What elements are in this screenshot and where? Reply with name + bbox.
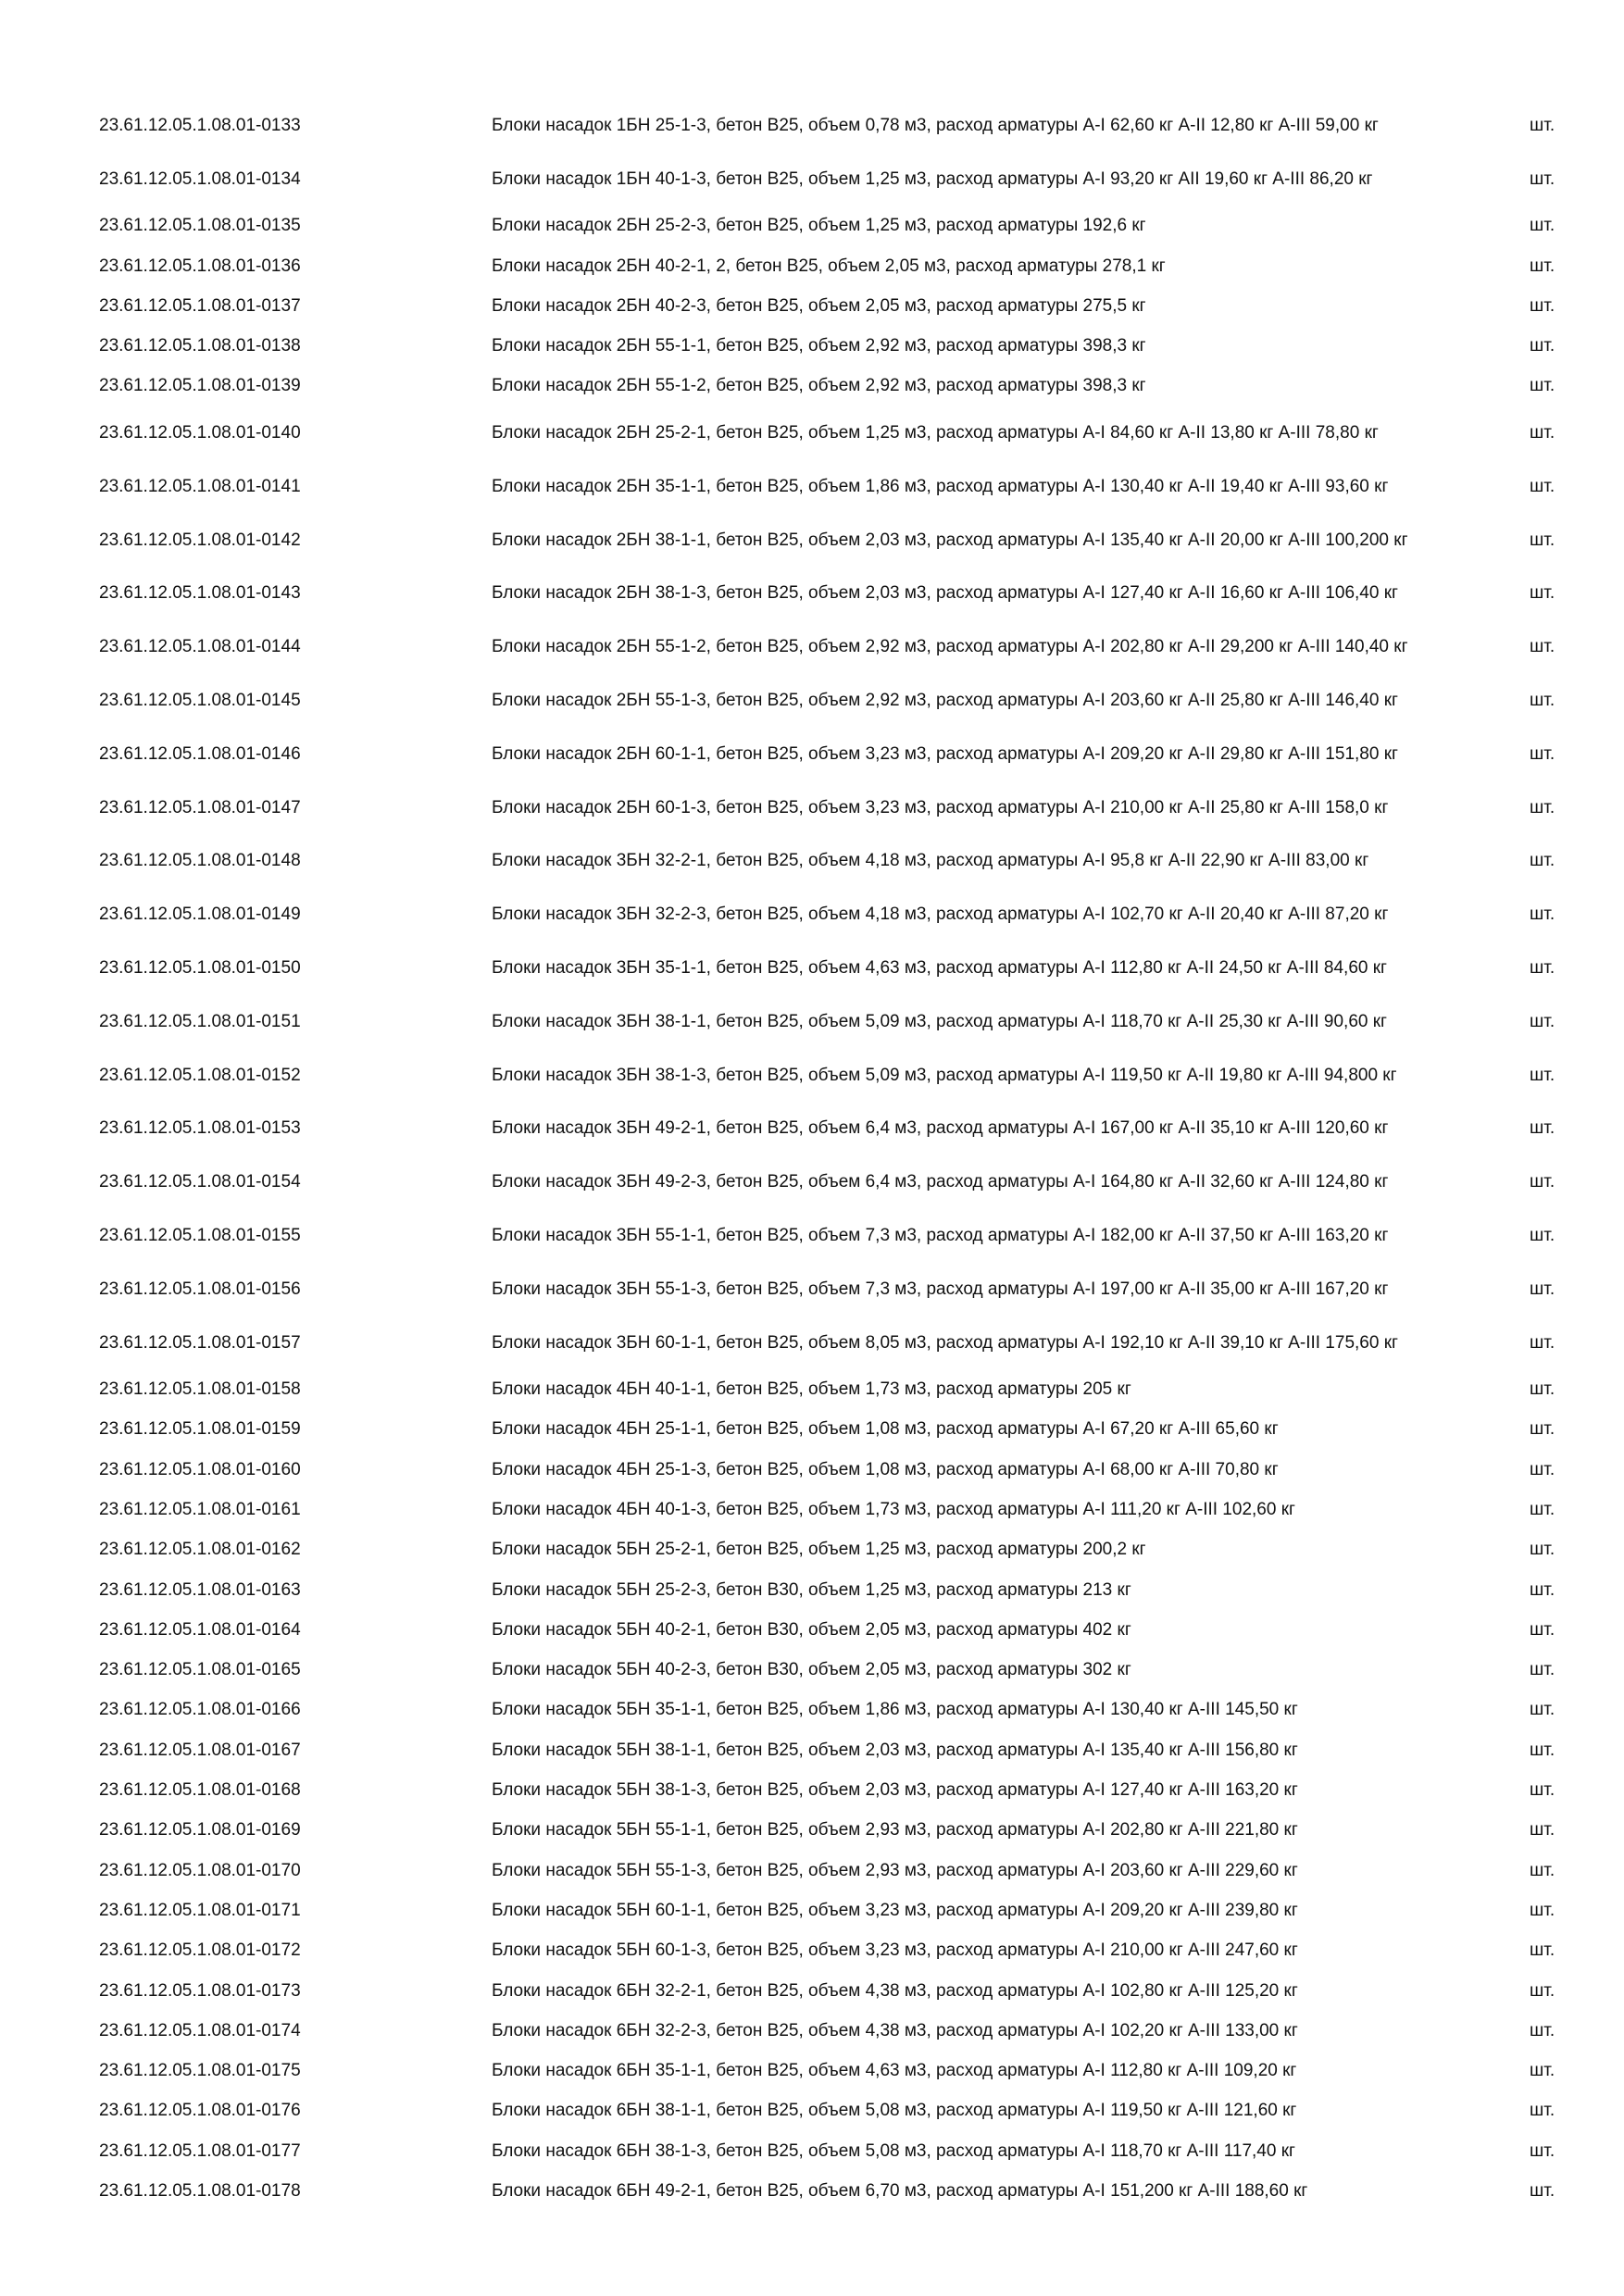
resource-code: 23.61.12.05.1.08.01-0159 <box>99 1419 301 1440</box>
table-row <box>0 1691 1624 1730</box>
resource-description: Блоки насадок 3БН 35-1-1, бетон В25, объем 4,63 м3, расход арматуры А-I 112,80 кг А-II 24,50 кг А-III 84,60 кг <box>492 957 1387 978</box>
unit-of-measure: шт. <box>1530 1940 1555 1961</box>
resource-code: 23.61.12.05.1.08.01-0146 <box>99 743 301 764</box>
table-row <box>0 2171 1624 2211</box>
resource-code: 23.61.12.05.1.08.01-0164 <box>99 1619 301 1640</box>
table-row <box>0 1610 1624 1650</box>
resource-code: 23.61.12.05.1.08.01-0172 <box>99 1940 301 1961</box>
unit-of-measure: шт. <box>1530 2061 1555 2081</box>
resource-code: 23.61.12.05.1.08.01-0158 <box>99 1379 301 1400</box>
unit-of-measure: шт. <box>1530 168 1555 189</box>
unit-of-measure: шт. <box>1530 376 1555 396</box>
resource-description: Блоки насадок 5БН 60-1-3, бетон В25, объем 3,23 м3, расход арматуры А-I 210,00 кг А-III 247,60 кг <box>492 1940 1298 1961</box>
resource-description: Блоки насадок 5БН 60-1-1, бетон В25, объем 3,23 м3, расход арматуры А-I 209,20 кг А-III 239,80 кг <box>492 1900 1298 1920</box>
unit-of-measure: шт. <box>1530 957 1555 978</box>
table-row <box>0 1770 1624 1810</box>
unit-of-measure: шт. <box>1530 2101 1555 2121</box>
unit-of-measure: шт. <box>1530 1011 1555 1031</box>
table-row <box>0 1730 1624 1770</box>
table-row <box>0 1971 1624 2011</box>
table-row <box>0 1410 1624 1450</box>
table-row <box>0 942 1624 995</box>
table-row <box>0 995 1624 1049</box>
table-row <box>0 367 1624 406</box>
unit-of-measure: шт. <box>1530 851 1555 871</box>
unit-of-measure: шт. <box>1530 797 1555 817</box>
resource-description: Блоки насадок 5БН 40-2-3, бетон В30, объем 2,05 м3, расход арматуры 302 кг <box>492 1660 1131 1680</box>
resource-description: Блоки насадок 4БН 40-1-1, бетон В25, объем 1,73 м3, расход арматуры 205 кг <box>492 1379 1131 1400</box>
resource-description: Блоки насадок 2БН 25-2-3, бетон В25, объем 1,25 м3, расход арматуры 192,6 кг <box>492 216 1146 236</box>
table-row <box>0 1263 1624 1316</box>
resource-code: 23.61.12.05.1.08.01-0151 <box>99 1011 301 1031</box>
resource-code: 23.61.12.05.1.08.01-0157 <box>99 1332 301 1353</box>
resource-code: 23.61.12.05.1.08.01-0145 <box>99 690 301 710</box>
unit-of-measure: шт. <box>1530 1459 1555 1479</box>
table-row <box>0 2091 1624 2131</box>
resource-code: 23.61.12.05.1.08.01-0178 <box>99 2181 301 2201</box>
unit-of-measure: шт. <box>1530 1740 1555 1760</box>
resource-description: Блоки насадок 5БН 35-1-1, бетон В25, объем 1,86 м3, расход арматуры А-I 130,40 кг А-III 145,50 кг <box>492 1700 1298 1720</box>
resource-code: 23.61.12.05.1.08.01-0147 <box>99 797 301 817</box>
unit-of-measure: шт. <box>1530 690 1555 710</box>
resource-description: Блоки насадок 3БН 55-1-1, бетон В25, объем 7,3 м3, расход арматуры А-I 182,00 кг А-II 37,50 кг А-III 163,20 кг <box>492 1225 1389 1245</box>
unit-of-measure: шт. <box>1530 2181 1555 2201</box>
unit-of-measure: шт. <box>1530 295 1555 316</box>
resource-description: Блоки насадок 3БН 38-1-3, бетон В25, объем 5,09 м3, расход арматуры А-I 119,50 кг А-II 19,80 кг А-III 94,800 кг <box>492 1065 1397 1085</box>
table-row <box>0 1049 1624 1103</box>
unit-of-measure: шт. <box>1530 256 1555 276</box>
unit-of-measure: шт. <box>1530 115 1555 135</box>
unit-of-measure: шт. <box>1530 1660 1555 1680</box>
unit-of-measure: шт. <box>1530 637 1555 657</box>
resource-code: 23.61.12.05.1.08.01-0148 <box>99 851 301 871</box>
table-row <box>0 99 1624 153</box>
table-row <box>0 1209 1624 1263</box>
table-row <box>0 2051 1624 2090</box>
unit-of-measure: шт. <box>1530 1980 1555 2001</box>
resource-description: Блоки насадок 3БН 60-1-1, бетон В25, объем 8,05 м3, расход арматуры А-I 192,10 кг А-II 39,10 кг А-III 175,60 кг <box>492 1332 1398 1353</box>
unit-of-measure: шт. <box>1530 336 1555 356</box>
resource-description: Блоки насадок 6БН 35-1-1, бетон В25, объем 4,63 м3, расход арматуры А-I 112,80 кг А-III 109,20 кг <box>492 2061 1297 2081</box>
resource-code: 23.61.12.05.1.08.01-0135 <box>99 216 301 236</box>
unit-of-measure: шт. <box>1530 1619 1555 1640</box>
resource-description: Блоки насадок 5БН 55-1-3, бетон В25, объем 2,93 м3, расход арматуры А-I 203,60 кг А-III 229,60 кг <box>492 1860 1298 1880</box>
table-row <box>0 834 1624 888</box>
resource-description: Блоки насадок 4БН 25-1-3, бетон В25, объем 1,08 м3, расход арматуры А-I 68,00 кг А-III 70,80 кг <box>492 1459 1279 1479</box>
unit-of-measure: шт. <box>1530 1118 1555 1139</box>
resource-code: 23.61.12.05.1.08.01-0162 <box>99 1540 301 1560</box>
unit-of-measure: шт. <box>1530 1700 1555 1720</box>
unit-of-measure: шт. <box>1530 1900 1555 1920</box>
resource-description: Блоки насадок 2БН 40-2-1, 2, бетон В25, объем 2,05 м3, расход арматуры 278,1 кг <box>492 256 1166 276</box>
resource-code: 23.61.12.05.1.08.01-0166 <box>99 1700 301 1720</box>
resource-description: Блоки насадок 2БН 25-2-1, бетон В25, объем 1,25 м3, расход арматуры А-I 84,60 кг А-II 13,80 кг А-III 78,80 кг <box>492 422 1379 443</box>
table-row <box>0 2131 1624 2171</box>
table-row <box>0 1316 1624 1370</box>
table-row <box>0 620 1624 674</box>
resource-code: 23.61.12.05.1.08.01-0174 <box>99 2020 301 2040</box>
unit-of-measure: шт. <box>1530 1820 1555 1841</box>
resource-code: 23.61.12.05.1.08.01-0173 <box>99 1980 301 2001</box>
resource-code: 23.61.12.05.1.08.01-0137 <box>99 295 301 316</box>
unit-of-measure: шт. <box>1530 1419 1555 1440</box>
unit-of-measure: шт. <box>1530 1279 1555 1299</box>
table-row <box>0 1851 1624 1890</box>
table-row <box>0 460 1624 514</box>
unit-of-measure: шт. <box>1530 2140 1555 2161</box>
table-row <box>0 728 1624 781</box>
table-row <box>0 1530 1624 1570</box>
table-row <box>0 206 1624 246</box>
resource-code: 23.61.12.05.1.08.01-0165 <box>99 1660 301 1680</box>
resource-description: Блоки насадок 1БН 40-1-3, бетон В25, объем 1,25 м3, расход арматуры А-I 93,20 кг АII 19,60 кг А-III 86,20 кг <box>492 168 1373 189</box>
resource-code: 23.61.12.05.1.08.01-0169 <box>99 1820 301 1841</box>
resource-code: 23.61.12.05.1.08.01-0154 <box>99 1172 301 1192</box>
resource-code: 23.61.12.05.1.08.01-0142 <box>99 530 301 550</box>
resource-description: Блоки насадок 6БН 32-2-3, бетон В25, объем 4,38 м3, расход арматуры А-I 102,20 кг А-III 133,00 кг <box>492 2020 1298 2040</box>
resource-description: Блоки насадок 3БН 32-2-3, бетон В25, объем 4,18 м3, расход арматуры А-I 102,70 кг А-II 20,40 кг А-III 87,20 кг <box>492 905 1389 925</box>
table-row <box>0 1651 1624 1691</box>
resource-code: 23.61.12.05.1.08.01-0150 <box>99 957 301 978</box>
resource-description: Блоки насадок 5БН 25-2-1, бетон В25, объем 1,25 м3, расход арматуры 200,2 кг <box>492 1540 1146 1560</box>
unit-of-measure: шт. <box>1530 905 1555 925</box>
unit-of-measure: шт. <box>1530 1065 1555 1085</box>
table-row <box>0 2011 1624 2051</box>
resource-description: Блоки насадок 2БН 55-1-2, бетон В25, объем 2,92 м3, расход арматуры 398,3 кг <box>492 376 1146 396</box>
resource-code: 23.61.12.05.1.08.01-0140 <box>99 422 301 443</box>
resource-description: Блоки насадок 2БН 35-1-1, бетон В25, объем 1,86 м3, расход арматуры А-I 130,40 кг А-II 19,40 кг А-III 93,60 кг <box>492 476 1389 496</box>
unit-of-measure: шт. <box>1530 1172 1555 1192</box>
table-row <box>0 326 1624 366</box>
resource-code: 23.61.12.05.1.08.01-0168 <box>99 1780 301 1801</box>
resource-code: 23.61.12.05.1.08.01-0163 <box>99 1579 301 1600</box>
table-row <box>0 286 1624 326</box>
resource-description: Блоки насадок 5БН 40-2-1, бетон В30, объем 2,05 м3, расход арматуры 402 кг <box>492 1619 1131 1640</box>
table-row <box>0 1450 1624 1490</box>
resource-description: Блоки насадок 3БН 38-1-1, бетон В25, объем 5,09 м3, расход арматуры А-I 118,70 кг А-II 25,30 кг А-III 90,60 кг <box>492 1011 1387 1031</box>
table-row <box>0 1890 1624 1930</box>
resource-description: Блоки насадок 6БН 38-1-1, бетон В25, объем 5,08 м3, расход арматуры А-I 119,50 кг А-III 121,60 кг <box>492 2101 1297 2121</box>
resource-description: Блоки насадок 3БН 49-2-1, бетон В25, объем 6,4 м3, расход арматуры А-I 167,00 кг А-II 35,10 кг А-III 120,60 кг <box>492 1118 1389 1139</box>
table-row <box>0 888 1624 942</box>
resource-code: 23.61.12.05.1.08.01-0175 <box>99 2061 301 2081</box>
resource-code: 23.61.12.05.1.08.01-0139 <box>99 376 301 396</box>
resource-code: 23.61.12.05.1.08.01-0143 <box>99 583 301 604</box>
resource-code: 23.61.12.05.1.08.01-0136 <box>99 256 301 276</box>
resource-code: 23.61.12.05.1.08.01-0149 <box>99 905 301 925</box>
unit-of-measure: шт. <box>1530 1332 1555 1353</box>
resource-code: 23.61.12.05.1.08.01-0171 <box>99 1900 301 1920</box>
resource-description: Блоки насадок 2БН 60-1-1, бетон В25, объем 3,23 м3, расход арматуры А-I 209,20 кг А-II 29,80 кг А-III 151,80 кг <box>492 743 1398 764</box>
table-row <box>0 1931 1624 1971</box>
resource-description: Блоки насадок 2БН 55-1-1, бетон В25, объем 2,92 м3, расход арматуры 398,3 кг <box>492 336 1146 356</box>
resource-description: Блоки насадок 4БН 40-1-3, бетон В25, объем 1,73 м3, расход арматуры А-I 111,20 кг А-III 102,60 кг <box>492 1499 1295 1519</box>
resource-description: Блоки насадок 2БН 38-1-3, бетон В25, объем 2,03 м3, расход арматуры А-I 127,40 кг А-II 16,60 кг А-III 106,40 кг <box>492 583 1398 604</box>
price-list-table <box>0 99 1624 2212</box>
resource-code: 23.61.12.05.1.08.01-0161 <box>99 1499 301 1519</box>
unit-of-measure: шт. <box>1530 476 1555 496</box>
unit-of-measure: шт. <box>1530 583 1555 604</box>
unit-of-measure: шт. <box>1530 1860 1555 1880</box>
unit-of-measure: шт. <box>1530 1540 1555 1560</box>
resource-code: 23.61.12.05.1.08.01-0160 <box>99 1459 301 1479</box>
unit-of-measure: шт. <box>1530 422 1555 443</box>
resource-code: 23.61.12.05.1.08.01-0152 <box>99 1065 301 1085</box>
resource-code: 23.61.12.05.1.08.01-0134 <box>99 168 301 189</box>
resource-code: 23.61.12.05.1.08.01-0156 <box>99 1279 301 1299</box>
table-row <box>0 567 1624 620</box>
resource-code: 23.61.12.05.1.08.01-0153 <box>99 1118 301 1139</box>
unit-of-measure: шт. <box>1530 1780 1555 1801</box>
resource-description: Блоки насадок 5БН 55-1-1, бетон В25, объем 2,93 м3, расход арматуры А-I 202,80 кг А-III 221,80 кг <box>492 1820 1298 1841</box>
resource-description: Блоки насадок 5БН 38-1-3, бетон В25, объем 2,03 м3, расход арматуры А-I 127,40 кг А-III 163,20 кг <box>492 1780 1298 1801</box>
resource-code: 23.61.12.05.1.08.01-0141 <box>99 476 301 496</box>
resource-description: Блоки насадок 2БН 55-1-2, бетон В25, объем 2,92 м3, расход арматуры А-I 202,80 кг А-II 29,200 кг А-III 140,40 кг <box>492 637 1408 657</box>
resource-description: Блоки насадок 6БН 38-1-3, бетон В25, объем 5,08 м3, расход арматуры А-I 118,70 кг А-III 117,40 кг <box>492 2140 1295 2161</box>
table-row <box>0 1102 1624 1155</box>
table-row <box>0 1369 1624 1409</box>
resource-description: Блоки насадок 3БН 55-1-3, бетон В25, объем 7,3 м3, расход арматуры А-I 197,00 кг А-II 35,00 кг А-III 167,20 кг <box>492 1279 1389 1299</box>
table-row <box>0 246 1624 286</box>
table-row <box>0 674 1624 728</box>
resource-description: Блоки насадок 5БН 38-1-1, бетон В25, объем 2,03 м3, расход арматуры А-I 135,40 кг А-III 156,80 кг <box>492 1740 1298 1760</box>
table-row <box>0 1811 1624 1851</box>
unit-of-measure: шт. <box>1530 1579 1555 1600</box>
resource-description: Блоки насадок 2БН 40-2-3, бетон В25, объем 2,05 м3, расход арматуры 275,5 кг <box>492 295 1146 316</box>
resource-description: Блоки насадок 2БН 60-1-3, бетон В25, объем 3,23 м3, расход арматуры А-I 210,00 кг А-II 25,80 кг А-III 158,0 кг <box>492 797 1389 817</box>
resource-description: Блоки насадок 2БН 38-1-1, бетон В25, объем 2,03 м3, расход арматуры А-I 135,40 кг А-II 20,00 кг А-III 100,200 кг <box>492 530 1408 550</box>
resource-description: Блоки насадок 2БН 55-1-3, бетон В25, объем 2,92 м3, расход арматуры А-I 203,60 кг А-II 25,80 кг А-III 146,40 кг <box>492 690 1398 710</box>
table-row <box>0 781 1624 835</box>
resource-description: Блоки насадок 4БН 25-1-1, бетон В25, объем 1,08 м3, расход арматуры А-I 67,20 кг А-III 65,60 кг <box>492 1419 1279 1440</box>
table-row <box>0 1155 1624 1209</box>
resource-description: Блоки насадок 5БН 25-2-3, бетон В30, объем 1,25 м3, расход арматуры 213 кг <box>492 1579 1131 1600</box>
unit-of-measure: шт. <box>1530 1499 1555 1519</box>
resource-description: Блоки насадок 6БН 49-2-1, бетон В25, объем 6,70 м3, расход арматуры А-I 151,200 кг А-III 188,60 кг <box>492 2181 1308 2201</box>
unit-of-measure: шт. <box>1530 1379 1555 1400</box>
resource-description: Блоки насадок 6БН 32-2-1, бетон В25, объем 4,38 м3, расход арматуры А-I 102,80 кг А-III 125,20 кг <box>492 1980 1298 2001</box>
resource-code: 23.61.12.05.1.08.01-0144 <box>99 637 301 657</box>
table-row <box>0 1490 1624 1529</box>
unit-of-measure: шт. <box>1530 2020 1555 2040</box>
resource-code: 23.61.12.05.1.08.01-0155 <box>99 1225 301 1245</box>
table-row <box>0 153 1624 206</box>
unit-of-measure: шт. <box>1530 530 1555 550</box>
resource-code: 23.61.12.05.1.08.01-0176 <box>99 2101 301 2121</box>
resource-code: 23.61.12.05.1.08.01-0138 <box>99 336 301 356</box>
resource-description: Блоки насадок 3БН 32-2-1, бетон В25, объем 4,18 м3, расход арматуры А-I 95,8 кг А-II 22,90 кг А-III 83,00 кг <box>492 851 1369 871</box>
resource-code: 23.61.12.05.1.08.01-0133 <box>99 115 301 135</box>
table-row <box>0 1570 1624 1610</box>
resource-code: 23.61.12.05.1.08.01-0167 <box>99 1740 301 1760</box>
table-row <box>0 514 1624 568</box>
unit-of-measure: шт. <box>1530 216 1555 236</box>
unit-of-measure: шт. <box>1530 743 1555 764</box>
resource-code: 23.61.12.05.1.08.01-0177 <box>99 2140 301 2161</box>
table-row <box>0 406 1624 460</box>
resource-code: 23.61.12.05.1.08.01-0170 <box>99 1860 301 1880</box>
unit-of-measure: шт. <box>1530 1225 1555 1245</box>
resource-description: Блоки насадок 3БН 49-2-3, бетон В25, объем 6,4 м3, расход арматуры А-I 164,80 кг А-II 32,60 кг А-III 124,80 кг <box>492 1172 1389 1192</box>
resource-description: Блоки насадок 1БН 25-1-3, бетон В25, объем 0,78 м3, расход арматуры А-I 62,60 кг А-II 12,80 кг А-III 59,00 кг <box>492 115 1379 135</box>
